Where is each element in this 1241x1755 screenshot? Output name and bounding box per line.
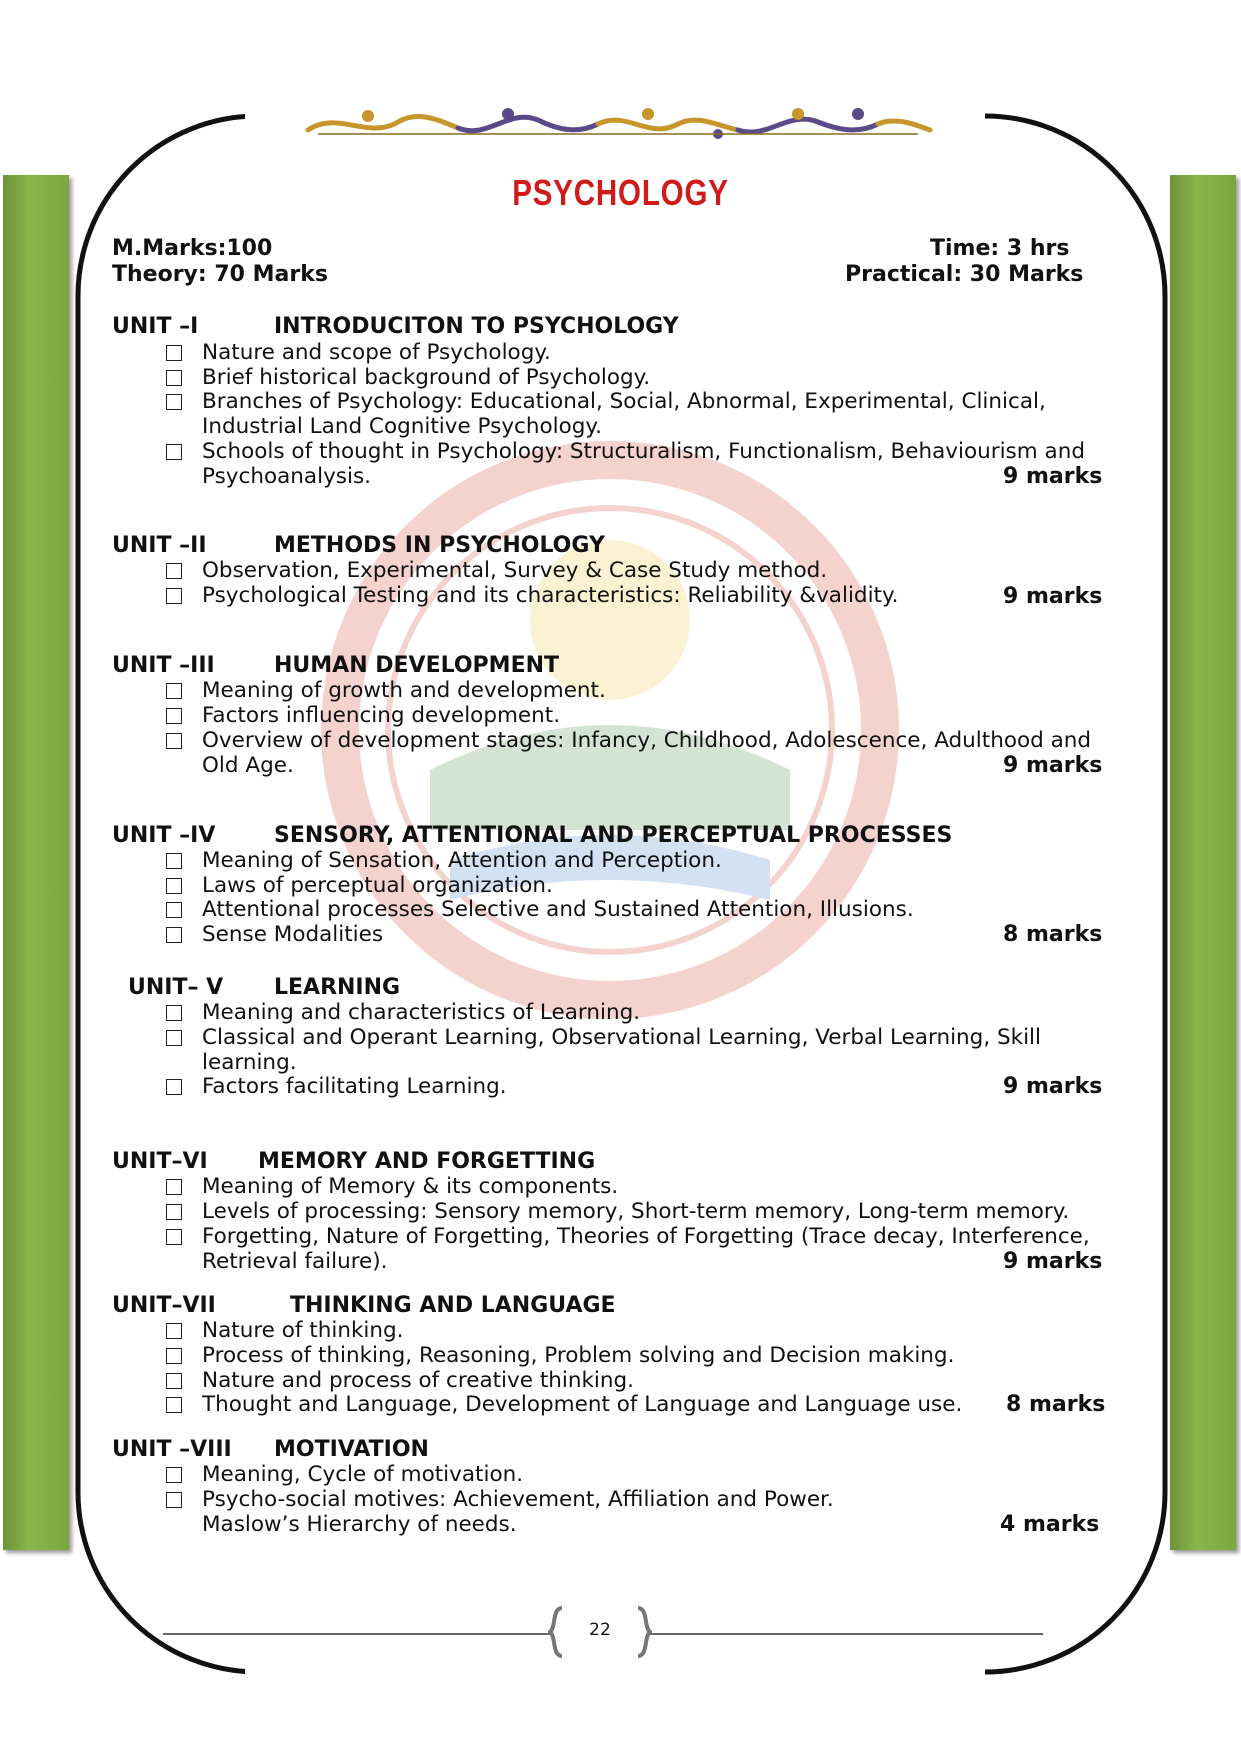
unit-title: SENSORY, ATTENTIONAL AND PERCEPTUAL PROCESSES xyxy=(274,823,953,848)
checkbox-icon xyxy=(166,878,182,894)
list-item: Forgetting, Nature of Forgetting, Theories of Forgetting (Trace decay, Interference, Retrieval failure). xyxy=(166,1224,1101,1274)
practical-marks: Practical: 30 Marks xyxy=(845,262,1084,287)
list-item: Attentional processes Selective and Sustained Attention, Illusions. xyxy=(166,897,1101,922)
unit-3-marks: 9 marks xyxy=(1003,753,1103,778)
page-title: PSYCHOLOGY xyxy=(512,172,729,213)
list-item: Nature and scope of Psychology. xyxy=(166,340,1101,365)
checkbox-icon xyxy=(166,370,182,386)
unit-label: UNIT– V xyxy=(128,975,224,1000)
checkbox-icon xyxy=(166,902,182,918)
checkbox-icon xyxy=(166,563,182,579)
time-duration: Time: 3 hrs xyxy=(930,236,1070,261)
list-item: Meaning of Sensation, Attention and Perception. xyxy=(166,848,1101,873)
unit-title: MOTIVATION xyxy=(274,1437,429,1462)
max-marks: M.Marks:100 xyxy=(112,236,273,261)
list-item: Branches of Psychology: Educational, Social, Abnormal, Experimental, Clinical, Industrial Land Cognitive Psychology. xyxy=(166,389,1101,439)
list-item: Factors influencing development. xyxy=(166,703,1101,728)
unit-8-marks: 4 marks xyxy=(1000,1512,1100,1537)
unit-label: UNIT –IV xyxy=(112,823,216,848)
unit-5-marks: 9 marks xyxy=(1003,1074,1103,1099)
checkbox-icon xyxy=(166,1348,182,1364)
checkbox-icon xyxy=(166,927,182,943)
unit-label: UNIT–VI xyxy=(112,1149,208,1174)
list-item: Schools of thought in Psychology: Structuralism, Functionalism, Behaviourism and Psychoanalysis. xyxy=(166,439,1101,489)
checkbox-icon xyxy=(166,1323,182,1339)
footer-line-right xyxy=(648,1633,1043,1635)
list-item: Classical and Operant Learning, Observational Learning, Verbal Learning, Skill learning. xyxy=(166,1025,1101,1075)
list-item: Sense Modalities xyxy=(166,922,1101,947)
list-item: Factors facilitating Learning. xyxy=(166,1074,1101,1099)
checkbox-icon xyxy=(166,1397,182,1413)
list-item: Process of thinking, Reasoning, Problem solving and Decision making. xyxy=(166,1343,1101,1368)
unit-label: UNIT –VIII xyxy=(112,1437,232,1462)
list-item: Meaning and characteristics of Learning. xyxy=(166,1000,1101,1025)
list-item: Meaning, Cycle of motivation. xyxy=(166,1462,1101,1487)
unit-title: INTRODUCITON TO PSYCHOLOGY xyxy=(274,314,679,339)
checkbox-icon xyxy=(166,345,182,361)
list-item: Levels of processing: Sensory memory, Short-term memory, Long-term memory. xyxy=(166,1199,1101,1224)
unit-6-marks: 9 marks xyxy=(1003,1249,1103,1274)
list-item: Observation, Experimental, Survey & Case Study method. xyxy=(166,558,1101,583)
list-item: Psychological Testing and its characteristics: Reliability &validity. xyxy=(166,583,1101,608)
list-item: Nature and process of creative thinking. xyxy=(166,1368,1101,1393)
checkbox-icon xyxy=(166,1467,182,1483)
list-item: Nature of thinking. xyxy=(166,1318,1101,1343)
list-item: Meaning of growth and development. xyxy=(166,678,1101,703)
checkbox-icon xyxy=(166,394,182,410)
checkbox-icon xyxy=(166,588,182,604)
checkbox-icon xyxy=(166,1204,182,1220)
checkbox-icon xyxy=(166,1492,182,1508)
unit-7-marks: 8 marks xyxy=(1006,1392,1106,1417)
unit-title: METHODS IN PSYCHOLOGY xyxy=(274,533,605,558)
unit-title: LEARNING xyxy=(274,975,401,1000)
checkbox-icon xyxy=(166,1179,182,1195)
theory-marks: Theory: 70 Marks xyxy=(112,262,328,287)
unit-label: UNIT–VII xyxy=(112,1293,216,1318)
list-item: Psycho-social motives: Achievement, Affiliation and Power. Maslow’s Hierarchy of needs. xyxy=(166,1487,1101,1537)
list-item: Overview of development stages: Infancy, Childhood, Adolescence, Adulthood and Old Age. xyxy=(166,728,1101,778)
unit-title: HUMAN DEVELOPMENT xyxy=(274,653,560,678)
checkbox-icon xyxy=(166,1229,182,1245)
checkbox-icon xyxy=(166,683,182,699)
unit-4-marks: 8 marks xyxy=(1003,922,1103,947)
checkbox-icon xyxy=(166,708,182,724)
checkbox-icon xyxy=(166,733,182,749)
unit-1-marks: 9 marks xyxy=(1003,464,1103,489)
list-item: Laws of perceptual organization. xyxy=(166,873,1101,898)
footer-line-left xyxy=(163,1633,553,1635)
list-item: Brief historical background of Psychology. xyxy=(166,365,1101,390)
checkbox-icon xyxy=(166,1030,182,1046)
checkbox-icon xyxy=(166,1079,182,1095)
checkbox-icon xyxy=(166,1005,182,1021)
unit-title: THINKING AND LANGUAGE xyxy=(290,1293,616,1318)
list-item: Thought and Language, Development of Language and Language use. xyxy=(166,1392,1101,1417)
checkbox-icon xyxy=(166,1373,182,1389)
checkbox-icon xyxy=(166,444,182,460)
checkbox-icon xyxy=(166,853,182,869)
unit-2-marks: 9 marks xyxy=(1003,584,1103,609)
unit-title: MEMORY AND FORGETTING xyxy=(258,1149,596,1174)
header-ornament xyxy=(298,100,938,146)
page-number: 22 xyxy=(589,1620,611,1640)
unit-label: UNIT –I xyxy=(112,314,199,339)
list-item: Meaning of Memory & its components. xyxy=(166,1174,1101,1199)
unit-label: UNIT –III xyxy=(112,653,215,678)
unit-label: UNIT –II xyxy=(112,533,207,558)
